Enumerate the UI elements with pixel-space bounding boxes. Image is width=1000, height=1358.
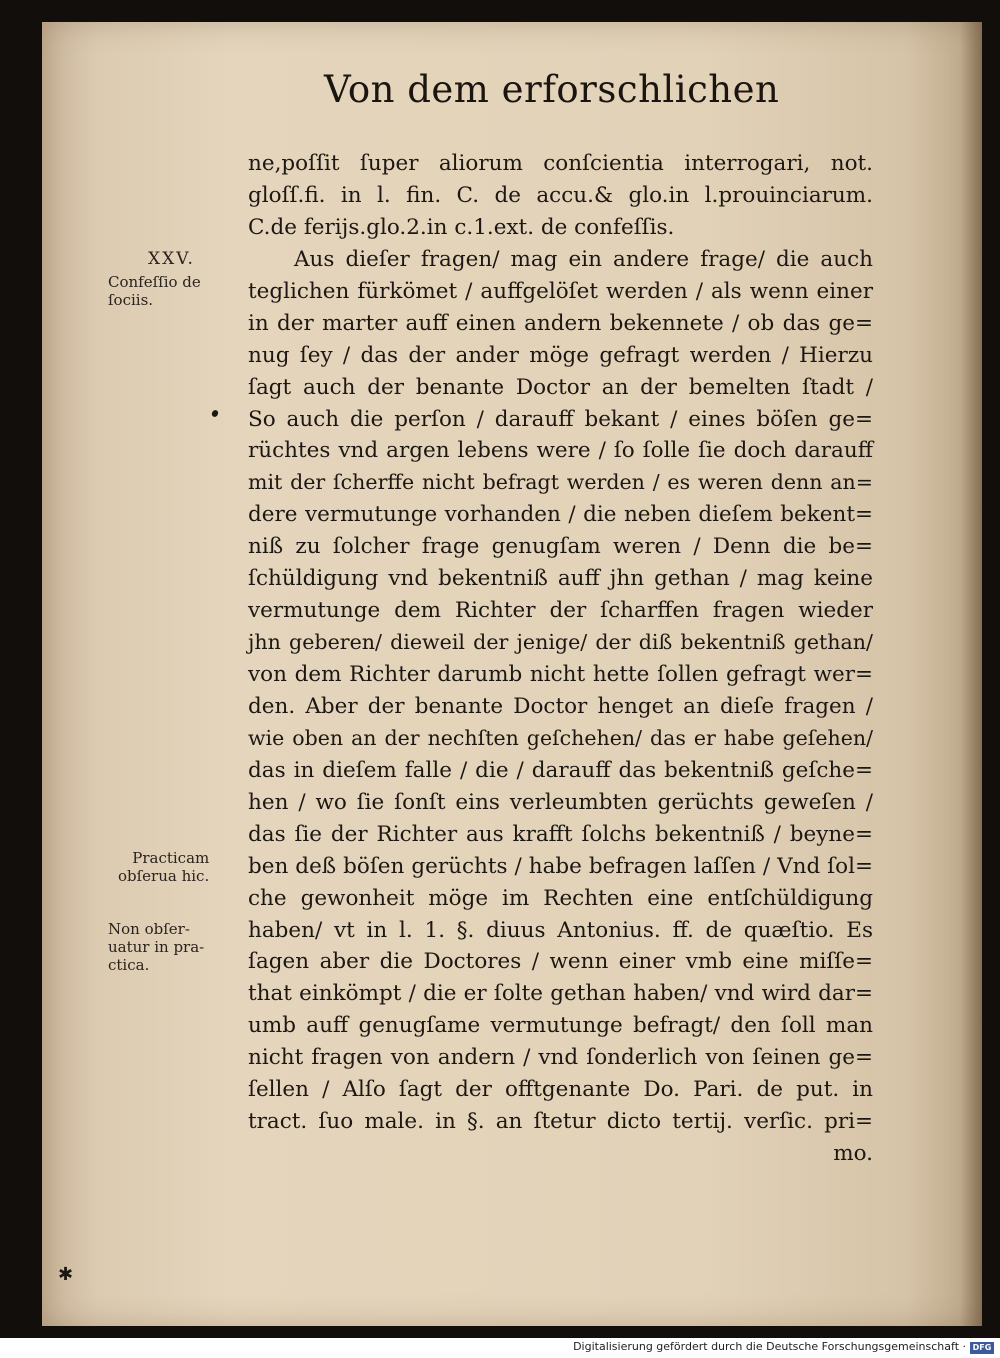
text-line: ſellen / Alſo ſagt der offtgenante Do. Pari. de put. in (248, 1077, 873, 1103)
margin-note-practicam (118, 849, 209, 885)
text-line: das in dieſem falle / die / darauff das bekentniß geſche= (248, 757, 873, 783)
text-line: umb auff genugſame vermutunge befragt/ den ſoll man (248, 1013, 873, 1039)
text-line: ſagen aber die Doctores / wenn einer vmb eine miſſe= (248, 949, 873, 975)
text-line: dere vermutunge vorhanden / die neben dieſem bekent= (248, 502, 873, 528)
margin-note-line: ſociis. (108, 291, 154, 309)
margin-note-non-observatur (108, 920, 204, 974)
text-line: in der marter auff einen andern bekennete / ob das ge= (248, 310, 873, 336)
page-edge-shadow (960, 22, 982, 1326)
text-line: che gewonheit möge im Rechten eine entſchüldigung (248, 885, 873, 911)
text-line: ſchüldigung vnd bekentniß auff jhn gethan / mag keine (248, 566, 873, 592)
text-line: mit der ſcherffe nicht befragt werden / es weren denn an= (248, 470, 873, 495)
text-line: that einkömpt / die er ſolte gethan haben/ vnd wird dar= (248, 981, 873, 1007)
text-line: So auch die perſon / darauff bekant / eines böſen ge= (248, 406, 873, 432)
text-line: nug ſey / das der ander möge gefragt werden / Hierzu (248, 342, 873, 368)
margin-note-line: Practicam (132, 849, 210, 867)
text-line: C.de ferijs.glo.2.in c.1.ext. de confeſſis. (248, 214, 675, 240)
margin-section-number: XXV. (148, 249, 195, 269)
text-line: wie oben an der nechſten geſchehen/ das er habe geſehen/ (248, 725, 873, 750)
text-line: tract. ſuo male. in §. an ſtetur dicto tertij. verſic. pri= (248, 1109, 873, 1135)
margin-note-line: Non obſer- (108, 920, 190, 938)
footer-credit: Digitalisierung gefördert durch die Deutsche Forschungsgemeinschaft · (573, 1340, 966, 1353)
text-line: von dem Richter darumb nicht hette ſollen gefragt wer= (248, 662, 873, 687)
text-line: ben deß böſen gerüchts / habe befragen laſſen / Vnd ſol= (248, 853, 873, 879)
footer-bar (0, 1338, 1000, 1358)
dfg-logo-icon: DFG (970, 1342, 994, 1354)
text-line: nicht fragen von andern / vnd ſonderlich von ſeinen ge= (248, 1045, 873, 1071)
margin-note-confessio (108, 273, 201, 309)
text-line: rüchtes vnd argen lebens were / ſo ſolle ſie doch darauff (248, 438, 873, 464)
text-line: das ſie der Richter aus krafft ſolchs bekentniß / beyne= (248, 821, 873, 847)
text-line: mo. (833, 1141, 873, 1167)
text-line: Aus dieſer fragen/ mag ein andere frage/ die auch (294, 246, 873, 272)
ink-blot-mark: ✱ (58, 1264, 74, 1285)
text-line: den. Aber der benante Doctor henget an dieſe fragen / (248, 693, 873, 719)
text-line: ſagt auch der benante Doctor an der bemelten ſtadt / (248, 374, 873, 400)
margin-note-line: Confeſſio de (108, 273, 201, 291)
text-line: teglichen fürkömet / auffgelöſet werden / als wenn einer (248, 278, 873, 304)
text-line: hen / wo ſie ſonſt eins verleumbten gerüchts geweſen / (248, 789, 873, 815)
running-head: Von dem erforschlichen (324, 68, 780, 111)
margin-note-line: ctica. (108, 956, 150, 974)
margin-note-line: uatur in pra- (108, 938, 205, 956)
text-line: ne,poſſit ſuper aliorum conſcientia interrogari, not. (248, 151, 873, 176)
text-line: niß zu ſolcher frage genugſam weren / Denn die be= (248, 534, 873, 560)
text-line: vermutunge dem Richter der ſcharffen fragen wieder (248, 598, 873, 624)
margin-note-line: obſerua hic. (118, 867, 210, 885)
text-line: gloſſ.fi. in l. fin. C. de accu.& glo.in l.prouinciarum. (248, 182, 873, 208)
body-text (248, 148, 873, 1170)
text-line: jhn geberen/ dieweil der jenige/ der diß bekentniß gethan/ (248, 630, 873, 655)
text-line: haben/ vt in l. 1. §. diuus Antonius. ff. de quæſtio. Es (248, 917, 873, 943)
